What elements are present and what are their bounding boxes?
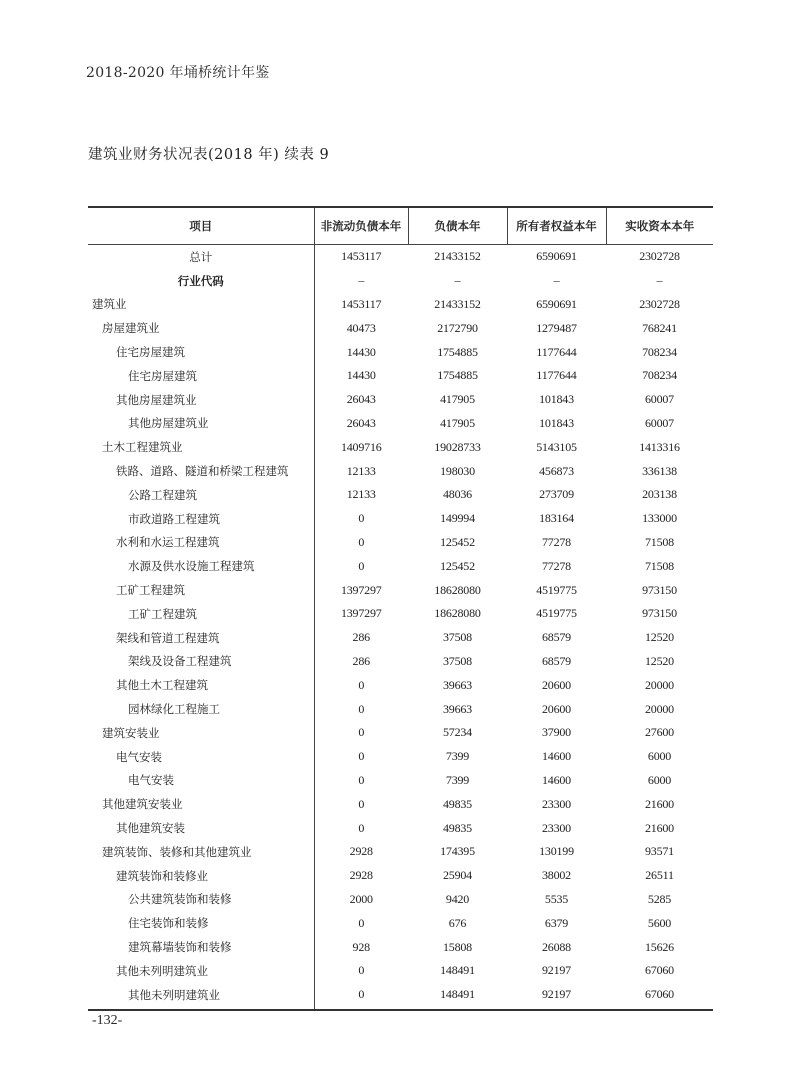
cell-liabilities: 21433152 <box>434 296 481 311</box>
cell-noncurrent-liabilities: 286 <box>352 630 370 645</box>
row-label: 水利和水运工程建筑 <box>88 531 314 555</box>
cell-noncurrent-liabilities: 0 <box>358 796 365 811</box>
row-label: 铁路、道路、隧道和桥梁工程建筑 <box>88 459 314 483</box>
row-label: 房屋建筑业 <box>88 316 314 340</box>
cell-paid-in-capital: 708234 <box>642 368 677 383</box>
cell-noncurrent-liabilities: 40473 <box>346 320 376 335</box>
cell-paid-in-capital: 973150 <box>642 582 677 597</box>
cell-paid-in-capital: 27600 <box>644 725 674 740</box>
cell-noncurrent-liabilities: 928 <box>352 939 370 954</box>
cell-noncurrent-liabilities: 0 <box>358 772 365 787</box>
cell-liabilities: 19028733 <box>434 439 481 454</box>
cell-owners-equity: 26088 <box>541 939 571 954</box>
cell-paid-in-capital: 15626 <box>644 939 674 954</box>
cell-liabilities: 148491 <box>440 987 475 1002</box>
cell-owners-equity: 14600 <box>541 749 571 764</box>
cell-noncurrent-liabilities: 0 <box>358 534 365 549</box>
cell-liabilities: 7399 <box>445 772 470 787</box>
cell-liabilities: – <box>454 273 461 288</box>
cell-paid-in-capital: 973150 <box>642 606 677 621</box>
cell-paid-in-capital: 708234 <box>642 344 677 359</box>
table-row <box>88 650 713 674</box>
cell-noncurrent-liabilities: 26043 <box>346 415 376 430</box>
cell-noncurrent-liabilities: 2000 <box>349 891 373 906</box>
cell-noncurrent-liabilities: 14430 <box>346 368 376 383</box>
cell-noncurrent-liabilities: 12133 <box>346 463 376 478</box>
table-row <box>88 554 713 578</box>
row-label: 建筑业 <box>88 293 314 317</box>
row-label: 住宅房屋建筑 <box>88 364 314 388</box>
header-liabilities: 负债本年 <box>408 207 507 245</box>
cell-paid-in-capital: 67060 <box>644 987 674 1002</box>
row-label: 建筑装饰、装修和其他建筑业 <box>88 840 314 864</box>
cell-noncurrent-liabilities: 14430 <box>346 344 376 359</box>
cell-liabilities: 7399 <box>445 749 470 764</box>
cell-noncurrent-liabilities: 0 <box>358 749 365 764</box>
cell-liabilities: 49835 <box>442 820 472 835</box>
table-row <box>88 507 713 531</box>
cell-noncurrent-liabilities: 1397297 <box>340 582 382 597</box>
cell-paid-in-capital: 12520 <box>644 653 674 668</box>
running-header: 2018-2020 年埇桥统计年鉴 <box>86 65 270 81</box>
cell-noncurrent-liabilities: 1397297 <box>340 606 382 621</box>
cell-liabilities: 2172790 <box>437 320 478 335</box>
row-label: 架线和管道工程建筑 <box>88 626 314 650</box>
cell-noncurrent-liabilities: 12133 <box>346 487 376 502</box>
cell-owners-equity: 4519775 <box>536 606 577 621</box>
cell-owners-equity: 183164 <box>539 511 574 526</box>
cell-owners-equity: 456873 <box>539 463 574 478</box>
table-row <box>88 816 713 840</box>
cell-paid-in-capital: 5285 <box>647 891 672 906</box>
row-label: 建筑装饰和装修业 <box>88 864 314 888</box>
row-label: 土木工程建筑业 <box>88 435 314 459</box>
table-row <box>88 840 713 864</box>
cell-paid-in-capital: 71508 <box>644 534 674 549</box>
row-label: 电气安装 <box>88 745 314 769</box>
cell-owners-equity: 4519775 <box>536 582 577 597</box>
header-owners-equity: 所有者权益本年 <box>507 207 606 245</box>
cell-liabilities: 1754885 <box>437 344 478 359</box>
table-row <box>88 340 713 364</box>
cell-liabilities: 49835 <box>442 796 472 811</box>
row-label: 其他未列明建筑业 <box>88 983 314 1009</box>
cell-noncurrent-liabilities: 1409716 <box>340 439 382 454</box>
table-row <box>88 959 713 983</box>
cell-paid-in-capital: 20000 <box>644 677 674 692</box>
row-label: 公共建筑装饰和装修 <box>88 888 314 912</box>
cell-paid-in-capital: 71508 <box>644 558 674 573</box>
cell-owners-equity: 6590691 <box>536 249 577 264</box>
table-row <box>88 388 713 412</box>
table-row <box>88 602 713 626</box>
row-label: 总计 <box>88 245 314 269</box>
cell-paid-in-capital: 5600 <box>647 915 672 930</box>
cell-liabilities: 18628080 <box>434 606 481 621</box>
cell-owners-equity: 77278 <box>541 558 571 573</box>
cell-liabilities: 37508 <box>442 653 472 668</box>
cell-noncurrent-liabilities: 0 <box>358 725 365 740</box>
cell-owners-equity: 92197 <box>541 987 571 1002</box>
table-row <box>88 745 713 769</box>
header-row <box>88 207 713 245</box>
cell-paid-in-capital: 6000 <box>647 772 672 787</box>
row-label: 住宅装饰和装修 <box>88 911 314 935</box>
table-row <box>88 435 713 459</box>
cell-noncurrent-liabilities: 0 <box>358 987 365 1002</box>
table-row <box>88 792 713 816</box>
row-label: 工矿工程建筑 <box>88 578 314 602</box>
cell-owners-equity: 20600 <box>541 701 571 716</box>
cell-liabilities: 48036 <box>442 487 472 502</box>
cell-liabilities: 39663 <box>442 701 472 716</box>
cell-liabilities: 15808 <box>442 939 472 954</box>
financial-table-container <box>88 206 713 1011</box>
table-row <box>88 673 713 697</box>
cell-owners-equity: 130199 <box>539 844 574 859</box>
row-label: 公路工程建筑 <box>88 483 314 507</box>
table-row <box>88 578 713 602</box>
cell-noncurrent-liabilities: 0 <box>358 558 365 573</box>
cell-paid-in-capital: 21600 <box>644 796 674 811</box>
cell-liabilities: 148491 <box>440 963 475 978</box>
table-row <box>88 364 713 388</box>
cell-liabilities: 21433152 <box>434 249 481 264</box>
cell-noncurrent-liabilities: 0 <box>358 915 365 930</box>
cell-liabilities: 37508 <box>442 630 472 645</box>
cell-liabilities: 417905 <box>440 392 475 407</box>
row-label: 电气安装 <box>88 769 314 793</box>
row-label: 架线及设备工程建筑 <box>88 650 314 674</box>
cell-owners-equity: 68579 <box>541 653 571 668</box>
cell-liabilities: 125452 <box>440 534 475 549</box>
cell-paid-in-capital: 60007 <box>644 415 674 430</box>
table-header <box>88 207 713 245</box>
cell-owners-equity: 6379 <box>544 915 569 930</box>
table-row <box>88 316 713 340</box>
cell-noncurrent-liabilities: 26043 <box>346 392 376 407</box>
table-row <box>88 459 713 483</box>
cell-noncurrent-liabilities: 1453117 <box>341 296 382 311</box>
cell-paid-in-capital: 1413316 <box>639 439 680 454</box>
cell-owners-equity: 5143105 <box>536 439 577 454</box>
cell-owners-equity: 20600 <box>541 677 571 692</box>
row-label: 建筑安装业 <box>88 721 314 745</box>
table-row <box>88 531 713 555</box>
cell-liabilities: 39663 <box>442 677 472 692</box>
header-paid-in-capital: 实收资本本年 <box>606 207 713 245</box>
cell-paid-in-capital: – <box>656 273 663 288</box>
table-row <box>88 983 713 1009</box>
cell-owners-equity: 6590691 <box>536 296 577 311</box>
table-row <box>88 269 713 293</box>
cell-paid-in-capital: 67060 <box>644 963 674 978</box>
financial-table <box>88 206 713 1009</box>
table-row <box>88 769 713 793</box>
cell-noncurrent-liabilities: 0 <box>358 963 365 978</box>
cell-liabilities: 149994 <box>440 511 475 526</box>
cell-paid-in-capital: 21600 <box>644 820 674 835</box>
cell-noncurrent-liabilities: 0 <box>358 701 365 716</box>
cell-liabilities: 18628080 <box>434 582 481 597</box>
cell-paid-in-capital: 2302728 <box>639 249 680 264</box>
cell-liabilities: 198030 <box>440 463 475 478</box>
row-label: 行业代码 <box>88 269 314 293</box>
table-row <box>88 888 713 912</box>
row-label: 其他房屋建筑业 <box>88 412 314 436</box>
cell-owners-equity: 1177644 <box>536 344 577 359</box>
table-body <box>88 245 713 1009</box>
table-bottom-rule <box>88 1009 713 1011</box>
page-number: -132- <box>92 1013 123 1028</box>
cell-liabilities: 417905 <box>440 415 475 430</box>
row-label: 园林绿化工程施工 <box>88 697 314 721</box>
cell-liabilities: 174395 <box>440 844 475 859</box>
cell-paid-in-capital: 133000 <box>642 511 677 526</box>
cell-liabilities: 676 <box>448 915 467 930</box>
cell-liabilities: 25904 <box>442 868 472 883</box>
cell-noncurrent-liabilities: 2928 <box>349 868 373 883</box>
row-label: 住宅房屋建筑 <box>88 340 314 364</box>
row-label: 市政道路工程建筑 <box>88 507 314 531</box>
table-row <box>88 626 713 650</box>
cell-noncurrent-liabilities: – <box>358 273 365 288</box>
cell-owners-equity: 68579 <box>541 630 571 645</box>
header-noncurrent-liabilities: 非流动负债本年 <box>314 207 408 245</box>
cell-owners-equity: 23300 <box>541 820 571 835</box>
cell-liabilities: 9420 <box>445 891 470 906</box>
table-row <box>88 697 713 721</box>
cell-paid-in-capital: 2302728 <box>639 296 680 311</box>
cell-paid-in-capital: 768241 <box>642 320 677 335</box>
cell-noncurrent-liabilities: 1453117 <box>341 249 382 264</box>
cell-paid-in-capital: 20000 <box>644 701 674 716</box>
table-row <box>88 721 713 745</box>
cell-noncurrent-liabilities: 2928 <box>349 844 373 859</box>
header-item: 项目 <box>189 219 213 233</box>
row-label: 水源及供水设施工程建筑 <box>88 554 314 578</box>
table-row <box>88 483 713 507</box>
row-label: 其他房屋建筑业 <box>88 388 314 412</box>
cell-owners-equity: 101843 <box>539 392 574 407</box>
cell-liabilities: 57234 <box>442 725 472 740</box>
cell-noncurrent-liabilities: 0 <box>358 820 365 835</box>
row-label: 工矿工程建筑 <box>88 602 314 626</box>
cell-noncurrent-liabilities: 0 <box>358 511 365 526</box>
cell-noncurrent-liabilities: 286 <box>352 653 370 668</box>
row-label: 其他未列明建筑业 <box>88 959 314 983</box>
cell-paid-in-capital: 6000 <box>647 749 672 764</box>
cell-owners-equity: 1279487 <box>536 320 577 335</box>
cell-owners-equity: 37900 <box>541 725 571 740</box>
cell-owners-equity: 23300 <box>541 796 571 811</box>
cell-liabilities: 1754885 <box>437 368 478 383</box>
cell-owners-equity: 273709 <box>539 487 574 502</box>
cell-paid-in-capital: 26511 <box>645 868 674 883</box>
table-row <box>88 911 713 935</box>
table-row <box>88 935 713 959</box>
cell-paid-in-capital: 60007 <box>644 392 674 407</box>
cell-owners-equity: 77278 <box>541 534 571 549</box>
cell-owners-equity: 5535 <box>544 891 569 906</box>
cell-paid-in-capital: 203138 <box>642 487 677 502</box>
table-row <box>88 245 713 269</box>
cell-liabilities: 125452 <box>440 558 475 573</box>
row-label: 其他建筑安装业 <box>88 792 314 816</box>
cell-owners-equity: 101843 <box>539 415 574 430</box>
cell-paid-in-capital: 336138 <box>642 463 677 478</box>
cell-owners-equity: 14600 <box>541 772 571 787</box>
cell-owners-equity: 92197 <box>541 963 571 978</box>
cell-noncurrent-liabilities: 0 <box>358 677 365 692</box>
row-label: 建筑幕墙装饰和装修 <box>88 935 314 959</box>
table-title: 建筑业财务状况表(2018 年) 续表 9 <box>88 147 330 163</box>
cell-owners-equity: 38002 <box>541 868 571 883</box>
cell-owners-equity: 1177644 <box>536 368 577 383</box>
table-row <box>88 412 713 436</box>
cell-paid-in-capital: 12520 <box>644 630 674 645</box>
cell-paid-in-capital: 93571 <box>644 844 674 859</box>
cell-owners-equity: – <box>553 273 560 288</box>
row-label: 其他土木工程建筑 <box>88 673 314 697</box>
row-label: 其他建筑安装 <box>88 816 314 840</box>
table-row <box>88 864 713 888</box>
table-row <box>88 293 713 317</box>
